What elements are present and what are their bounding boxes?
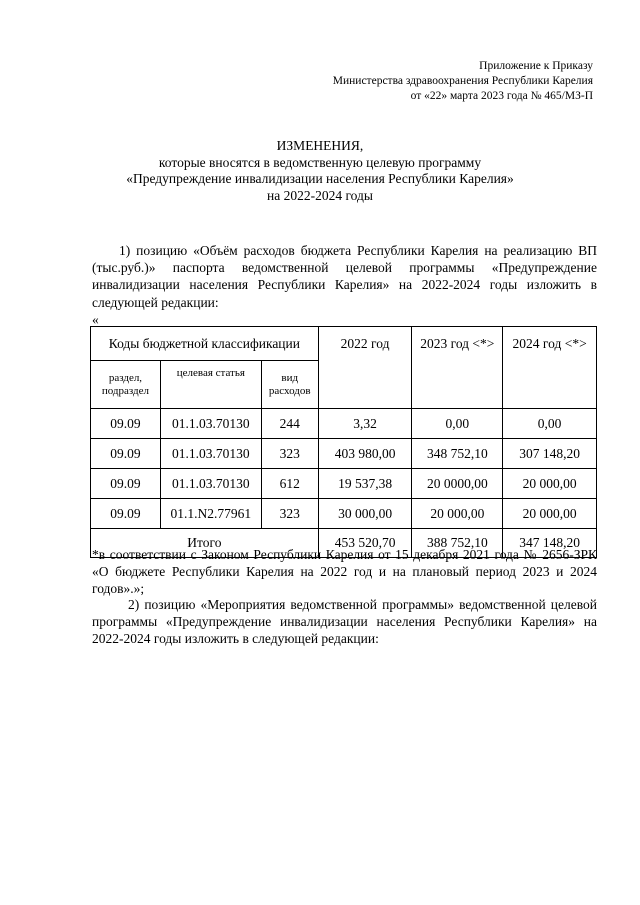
cell-2024: 20 000,00: [503, 499, 597, 529]
cell-target: 01.1.N2.77961: [160, 499, 261, 529]
table-row: [91, 499, 597, 529]
cell-section: 09.09: [91, 409, 161, 439]
cell-2022: 30 000,00: [318, 499, 412, 529]
cell-2022: 403 980,00: [318, 439, 412, 469]
cell-type: 244: [261, 409, 318, 439]
total-label: Итого: [91, 529, 319, 558]
subheader-section: раздел, подраздел: [91, 361, 161, 409]
header-line-2: Министерства здравоохранения Республики Карелия: [332, 75, 593, 87]
cell-section: 09.09: [91, 499, 161, 529]
header-line-1: Приложение к Приказу: [479, 60, 593, 72]
total-2024: 347 148,20: [503, 529, 597, 558]
subheader-target: целевая статья: [160, 361, 261, 409]
cell-2023: 0,00: [412, 409, 503, 439]
table-row: [91, 439, 597, 469]
cell-2024: 307 148,20: [503, 439, 597, 469]
cell-type: 323: [261, 439, 318, 469]
title-line-1: ИЗМЕНЕНИЯ,: [276, 138, 364, 153]
cell-target: 01.1.03.70130: [160, 439, 261, 469]
header-2022: 2022 год: [318, 327, 412, 409]
cell-2024: 20 000,00: [503, 469, 597, 499]
opening-quote: «: [92, 312, 99, 327]
paragraph-2: 2) позицию «Мероприятия ведомственной программы» ведомственной целевой программы «Предупреждение инвалидизации населения Республики Карелия» на 2022-2024 годы изложить в следующей редакции:: [92, 597, 597, 647]
cell-2022: 19 537,38: [318, 469, 412, 499]
total-2022: 453 520,70: [318, 529, 412, 558]
table-row: [91, 409, 597, 439]
title-line-3: «Предупреждение инвалидизации населения Республики Карелия»: [126, 171, 514, 186]
paragraph-1: 1) позицию «Объём расходов бюджета Республики Карелия на реализацию ВП (тыс.руб.)» паспорта ведомственной целевой программы «Предупреждение инвалидизации населения Республики Карелия» на 2022-2024 годы изложить в следующей редакции:: [92, 243, 597, 310]
header-codes: Коды бюджетной классификации: [91, 327, 319, 361]
cell-2022: 3,32: [318, 409, 412, 439]
cell-type: 323: [261, 499, 318, 529]
cell-2024: 0,00: [503, 409, 597, 439]
table-row: [91, 469, 597, 499]
cell-2023: 20 0000,00: [412, 469, 503, 499]
footnote: *в соответствии с Законом Республики Карелия от 15 декабря 2021 года № 2656-ЗРК «О бюджете Республики Карелия на 2022 год и на плановый период 2023 и 2024 годов».»;: [92, 547, 597, 597]
cell-section: 09.09: [91, 439, 161, 469]
cell-type: 612: [261, 469, 318, 499]
header-line-3: от «22» марта 2023 года № 465/МЗ-П: [410, 90, 593, 102]
title-line-4: на 2022-2024 годы: [267, 187, 373, 203]
total-2023: 388 752,10: [412, 529, 503, 558]
title-line-2: которые вносятся в ведомственную целевую программу: [158, 154, 482, 170]
cell-target: 01.1.03.70130: [160, 409, 261, 439]
cell-2023: 348 752,10: [412, 439, 503, 469]
cell-section: 09.09: [91, 469, 161, 499]
cell-2023: 20 000,00: [412, 499, 503, 529]
budget-table: [90, 326, 597, 558]
cell-target: 01.1.03.70130: [160, 469, 261, 499]
header-2023: 2023 год <*>: [412, 327, 503, 409]
document-title: [0, 138, 640, 204]
subheader-type: вид расходов: [261, 361, 318, 409]
order-reference: [333, 59, 593, 104]
header-2024: 2024 год <*>: [503, 327, 597, 409]
